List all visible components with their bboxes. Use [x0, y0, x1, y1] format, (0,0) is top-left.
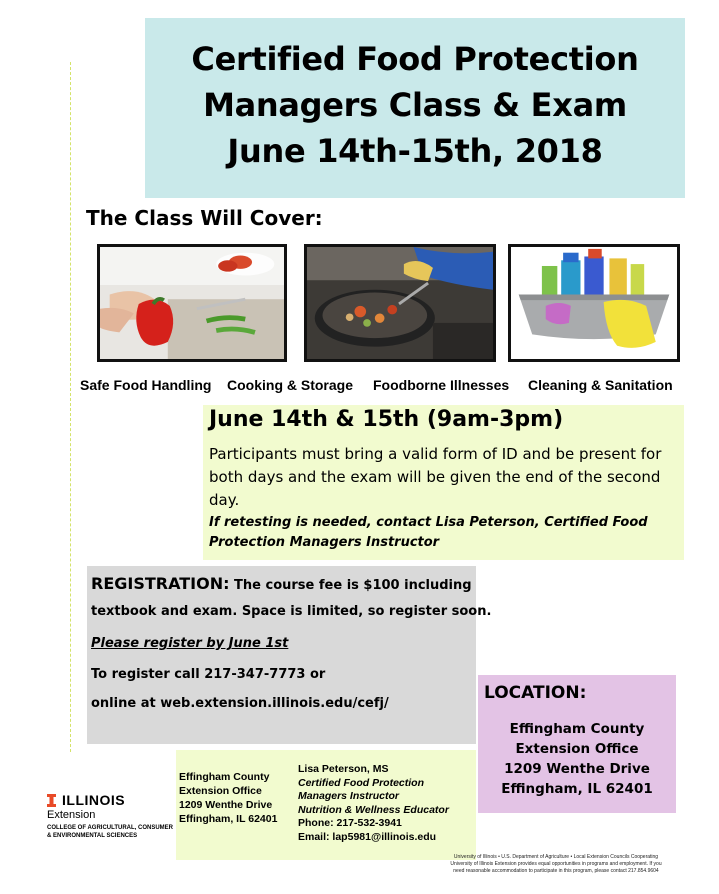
location-line-4: Effingham, IL 62401 — [501, 781, 653, 797]
location-address — [478, 719, 676, 799]
location-line-3: 1209 Wenthe Drive — [504, 761, 650, 777]
class-dates-details: Participants must bring a valid form of ID and be present for both days and the exam will be given the end of the second day. — [209, 445, 662, 509]
footer-line-3: need reasonable accommodation to participate in this program, please contact 217.854.9604 — [453, 868, 659, 874]
block-i-icon — [47, 794, 56, 807]
location-line-2: Extension Office — [515, 741, 639, 757]
class-dates-heading: June 14th & 15th (9am-3pm) — [209, 407, 564, 432]
title-line-3: June 14th-15th, 2018 — [227, 132, 603, 170]
registration-phone: To register call 217-347-7773 or — [91, 667, 326, 682]
topic-label-cleaning-sanitation: Cleaning & Sanitation — [528, 377, 673, 393]
office-line-1: Effingham County — [179, 771, 270, 783]
registration-deadline: Please register by June 1st — [91, 636, 289, 651]
class-dates-box — [203, 405, 684, 560]
instructor-email: Email: lap5981@illinois.edu — [298, 830, 437, 843]
contact-box — [176, 750, 476, 860]
footer-line-1: University of Illinois • U.S. Department of Agriculture • Local Extension Councils Cooperating — [453, 854, 659, 860]
dashed-guide-line — [70, 62, 71, 752]
retesting-note: If retesting is needed, contact Lisa Peterson, Certified Food Protection Managers Instructor — [209, 515, 648, 550]
logo-college — [47, 824, 187, 840]
registration-heading: REGISTRATION: — [91, 574, 230, 593]
footer-line-2: University of Illinois Extension provides equal opportunities in programs and employment. If you — [450, 861, 662, 867]
instructor-contact — [298, 763, 449, 844]
photo-safe-food-handling — [97, 244, 287, 362]
instructor-phone: Phone: 217-532-3941 — [298, 817, 402, 829]
logo-college-line-1: COLLEGE OF AGRICULTURAL, CONSUMER — [47, 825, 173, 831]
office-line-2: Extension Office — [179, 785, 262, 797]
footer-disclaimer — [426, 854, 686, 875]
registration-website: online at web.extension.illinois.edu/cefj/ — [91, 696, 389, 711]
instructor-title-2: Managers Instructor — [298, 790, 399, 802]
cover-heading: The Class Will Cover: — [86, 206, 323, 230]
photo-cooking-storage — [304, 244, 496, 362]
logo-college-line-2: & ENVIRONMENTAL SCIENCES — [47, 833, 138, 839]
instructor-title-3: Nutrition & Wellness Educator — [298, 803, 449, 816]
registration-line-1 — [91, 574, 472, 593]
registration-line-2: textbook and exam. Space is limited, so register soon. — [91, 604, 492, 619]
office-line-3: 1209 Wenthe Drive — [179, 799, 273, 811]
office-address — [179, 770, 277, 826]
logo-brand: ILLINOIS — [62, 792, 126, 808]
location-heading: LOCATION: — [484, 683, 587, 703]
topic-label-cooking-storage: Cooking & Storage — [227, 377, 354, 393]
topic-label-safe-food-handling: Safe Food Handling — [80, 377, 212, 393]
title-line-1: Certified Food Protection — [191, 40, 639, 78]
registration-fee: The course fee is $100 including — [234, 578, 472, 593]
instructor-title-1: Certified Food Protection — [298, 776, 424, 789]
illinois-extension-logo — [47, 792, 187, 840]
location-box — [478, 675, 676, 813]
location-line-1: Effingham County — [509, 721, 645, 737]
logo-extension: Extension — [47, 809, 96, 821]
instructor-name: Lisa Peterson, MS — [298, 763, 389, 775]
title-banner — [145, 18, 685, 198]
topic-label-foodborne-illnesses: Foodborne Illnesses — [373, 377, 510, 393]
registration-box — [87, 566, 492, 744]
photo-cleaning-sanitation — [508, 244, 680, 362]
title-line-2: Managers Class & Exam — [203, 86, 627, 124]
office-line-4: Effingham, IL 62401 — [179, 813, 278, 825]
